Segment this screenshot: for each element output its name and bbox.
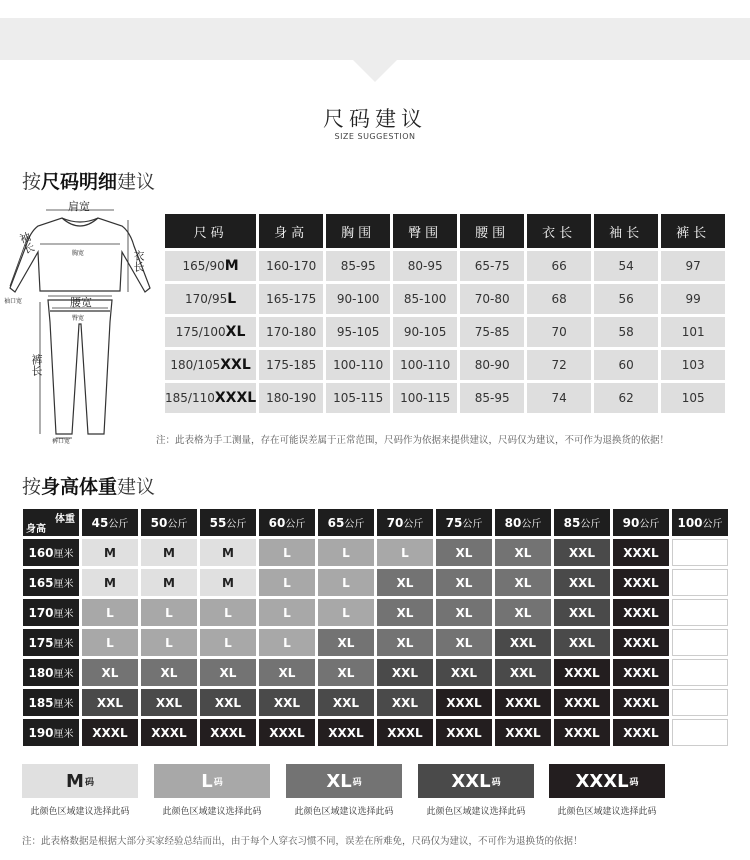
size-code-prefix: 175/100 — [175, 325, 226, 339]
corner-cell — [23, 509, 79, 536]
size-recommendation-cell: L — [318, 539, 374, 566]
size-recommendation-cell: L — [82, 599, 138, 626]
size-recommendation-cell: XXXL — [436, 689, 492, 716]
size-detail-table — [162, 211, 728, 416]
table-row — [23, 569, 728, 596]
height-header-cell — [23, 629, 79, 656]
weight-unit: 公斤 — [226, 519, 247, 530]
size-letter: M — [224, 258, 239, 274]
weight-header-cell — [613, 509, 669, 536]
size-letter: XXXL — [214, 390, 257, 406]
size-code-cell — [165, 383, 256, 413]
label-length: 衣长 — [132, 250, 145, 272]
height-value: 160 — [28, 546, 54, 560]
table-row — [23, 719, 728, 746]
label-sleeve: 袖长 — [16, 230, 37, 256]
table-header-row — [23, 509, 728, 536]
height-unit: 厘米 — [53, 639, 74, 650]
legend-size-suffix: 码 — [213, 777, 223, 788]
height-header-cell — [23, 569, 79, 596]
table-cell: 90-100 — [326, 284, 390, 314]
heading-suffix: 建议 — [117, 476, 156, 498]
table-cell: 100-115 — [393, 383, 457, 413]
size-recommendation-cell: L — [141, 599, 197, 626]
size-recommendation-cell: XXL — [200, 689, 256, 716]
table-cell: 180-190 — [259, 383, 323, 413]
size-recommendation-cell: XXL — [436, 659, 492, 686]
size-recommendation-cell: XXXL — [82, 719, 138, 746]
table-cell: 103 — [661, 350, 725, 380]
size-recommendation-cell: M — [200, 539, 256, 566]
weight-header-cell — [672, 509, 728, 536]
size-recommendation-cell — [672, 689, 728, 716]
legend-size: XXXL — [575, 770, 629, 792]
table-cell: 70 — [527, 317, 591, 347]
size-recommendation-cell: XXXL — [259, 719, 315, 746]
legend-size-suffix: 码 — [352, 777, 362, 788]
weight-header-cell — [554, 509, 610, 536]
heading-suffix: 建议 — [117, 171, 156, 193]
size-recommendation-cell: XXL — [318, 689, 374, 716]
legend-swatch — [418, 764, 534, 798]
table-cell: 97 — [661, 251, 725, 281]
weight-unit: 公斤 — [702, 519, 723, 530]
label-hem: 裤口宽 — [52, 438, 71, 445]
height-unit: 厘米 — [53, 579, 74, 590]
table-cell: 101 — [661, 317, 725, 347]
table-row — [23, 599, 728, 626]
legend-size-suffix: 码 — [629, 777, 639, 788]
footer-note: 注：此表格数据是根据大部分买家经验总结而出，由于每个人穿衣习惯不同，误差在所难免，尺码仅为建议，不可作为退换货的依据！ — [22, 836, 583, 847]
weight-value: 80 — [504, 516, 522, 530]
size-recommendation-cell: XL — [436, 539, 492, 566]
size-recommendation-cell: XL — [436, 599, 492, 626]
size-recommendation-cell: XL — [377, 569, 433, 596]
heading-bold: 尺码明细 — [41, 171, 118, 193]
weight-value: 70 — [386, 516, 404, 530]
size-recommendation-cell: XL — [495, 599, 551, 626]
label-cuff: 袖口宽 — [4, 298, 23, 305]
header-cell: 袖长 — [594, 214, 658, 248]
size-recommendation-cell: XXXL — [495, 689, 551, 716]
table-row — [165, 284, 725, 314]
height-unit: 厘米 — [53, 699, 74, 710]
size-recommendation-cell: L — [200, 599, 256, 626]
size-recommendation-cell: XXXL — [613, 629, 669, 656]
size-recommendation-cell: L — [141, 629, 197, 656]
weight-value: 55 — [209, 516, 227, 530]
legend-item — [549, 764, 665, 817]
legend-size: M — [66, 770, 84, 792]
table-cell: 62 — [594, 383, 658, 413]
size-recommendation-cell: XL — [436, 629, 492, 656]
size-code-prefix: 170/95 — [185, 292, 228, 306]
weight-header-cell — [495, 509, 551, 536]
table-cell: 56 — [594, 284, 658, 314]
table-cell: 175-185 — [259, 350, 323, 380]
size-recommendation-cell: XXXL — [377, 719, 433, 746]
table-cell: 68 — [527, 284, 591, 314]
size-recommendation-cell: L — [259, 599, 315, 626]
measurement-note: 注：此表格为手工测量，存在可能误差属于正常范围，尺码作为依据来提供建议，尺码仅为建议，不可作为退换货的依据！ — [156, 435, 670, 446]
corner-weight-label: 体重 — [55, 514, 75, 525]
table-row — [23, 629, 728, 656]
legend-item — [22, 764, 138, 817]
size-recommendation-cell: XXL — [554, 539, 610, 566]
size-recommendation-cell: L — [200, 629, 256, 656]
weight-value: 75 — [445, 516, 463, 530]
size-recommendation-cell: XXXL — [318, 719, 374, 746]
size-recommendation-cell: XXXL — [613, 569, 669, 596]
header-cell: 衣长 — [527, 214, 591, 248]
size-recommendation-cell — [672, 629, 728, 656]
table-cell: 80-90 — [460, 350, 524, 380]
size-code-cell — [165, 251, 256, 281]
banner-arrow — [353, 60, 397, 82]
weight-header-cell — [377, 509, 433, 536]
size-recommendation-cell: XXXL — [613, 689, 669, 716]
size-recommendation-cell: XXL — [377, 659, 433, 686]
table-cell: 105-115 — [326, 383, 390, 413]
size-recommendation-cell — [672, 659, 728, 686]
table-cell: 58 — [594, 317, 658, 347]
table-cell: 85-100 — [393, 284, 457, 314]
height-value: 170 — [28, 606, 54, 620]
table-cell: 170-180 — [259, 317, 323, 347]
table-cell: 70-80 — [460, 284, 524, 314]
table-cell: 90-105 — [393, 317, 457, 347]
weight-unit: 公斤 — [108, 519, 129, 530]
size-recommendation-cell: XXL — [495, 629, 551, 656]
size-recommendation-cell: M — [82, 539, 138, 566]
table-row — [23, 689, 728, 716]
size-recommendation-cell: M — [82, 569, 138, 596]
label-waist: 腰宽 — [70, 296, 92, 309]
size-code-cell — [165, 317, 256, 347]
weight-unit: 公斤 — [580, 519, 601, 530]
weight-unit: 公斤 — [167, 519, 188, 530]
label-shoulder: 肩宽 — [68, 200, 90, 213]
header-cell: 身高 — [259, 214, 323, 248]
table-row — [165, 350, 725, 380]
table-cell: 80-95 — [393, 251, 457, 281]
weight-value: 65 — [327, 516, 345, 530]
legend-caption: 此颜色区域建议选择此码 — [294, 807, 394, 817]
height-unit: 厘米 — [53, 729, 74, 740]
size-recommendation-cell: XL — [495, 569, 551, 596]
table-cell: 99 — [661, 284, 725, 314]
height-header-cell — [23, 599, 79, 626]
size-letter: L — [227, 291, 237, 307]
table-row — [165, 383, 725, 413]
size-recommendation-cell: XXL — [554, 569, 610, 596]
legend-caption: 此颜色区域建议选择此码 — [426, 807, 526, 817]
table-cell: 95-105 — [326, 317, 390, 347]
height-unit: 厘米 — [53, 669, 74, 680]
weight-value: 100 — [677, 516, 703, 530]
page-title: 尺码建议 — [323, 107, 427, 131]
size-recommendation-cell: XXL — [82, 689, 138, 716]
section-size-detail-heading — [22, 167, 155, 194]
table-cell: 100-110 — [326, 350, 390, 380]
size-recommendation-cell: XXXL — [613, 659, 669, 686]
table-cell: 74 — [527, 383, 591, 413]
header-cell: 胸围 — [326, 214, 390, 248]
size-recommendation-cell — [672, 599, 728, 626]
page-subtitle: SIZE SUGGESTION — [334, 132, 416, 141]
size-code-cell — [165, 350, 256, 380]
table-cell: 160-170 — [259, 251, 323, 281]
weight-value: 50 — [150, 516, 168, 530]
size-recommendation-cell: L — [259, 539, 315, 566]
size-recommendation-cell: XXL — [259, 689, 315, 716]
height-unit: 厘米 — [53, 549, 74, 560]
table-cell: 66 — [527, 251, 591, 281]
legend-item — [418, 764, 534, 817]
size-recommendation-cell: XXL — [141, 689, 197, 716]
height-header-cell — [23, 719, 79, 746]
table-cell: 72 — [527, 350, 591, 380]
weight-header-cell — [82, 509, 138, 536]
heading-bold: 身高体重 — [41, 476, 118, 498]
weight-unit: 公斤 — [285, 519, 306, 530]
heading-prefix: 按 — [22, 476, 42, 498]
table-row — [23, 659, 728, 686]
table-header-row — [165, 214, 725, 248]
table-cell: 100-110 — [393, 350, 457, 380]
table-row — [165, 251, 725, 281]
size-recommendation-cell: XL — [377, 599, 433, 626]
size-recommendation-cell: XL — [318, 659, 374, 686]
header-cell: 腰围 — [460, 214, 524, 248]
weight-unit: 公斤 — [344, 519, 365, 530]
table-cell: 60 — [594, 350, 658, 380]
size-recommendation-cell: XXXL — [613, 539, 669, 566]
size-code-prefix: 185/110 — [165, 391, 215, 405]
size-recommendation-cell: XL — [82, 659, 138, 686]
weight-header-cell — [318, 509, 374, 536]
height-header-cell — [23, 689, 79, 716]
weight-unit: 公斤 — [462, 519, 483, 530]
size-recommendation-cell: L — [318, 569, 374, 596]
legend-item — [154, 764, 270, 817]
size-recommendation-cell: XXL — [554, 599, 610, 626]
size-letter: XXL — [220, 357, 251, 373]
legend-caption: 此颜色区域建议选择此码 — [557, 807, 657, 817]
size-recommendation-cell: L — [82, 629, 138, 656]
size-recommendation-cell: XL — [318, 629, 374, 656]
height-value: 165 — [28, 576, 54, 590]
height-header-cell — [23, 659, 79, 686]
legend-item — [286, 764, 402, 817]
header-cell: 尺码 — [165, 214, 256, 248]
header-cell: 裤长 — [661, 214, 725, 248]
size-recommendation-cell — [672, 719, 728, 746]
legend-caption: 此颜色区域建议选择此码 — [30, 807, 130, 817]
legend-size: XXL — [451, 770, 491, 792]
size-recommendation-cell: XL — [141, 659, 197, 686]
heading-prefix: 按 — [22, 171, 42, 193]
height-value: 175 — [28, 636, 54, 650]
size-code-cell — [165, 284, 256, 314]
height-header-cell — [23, 539, 79, 566]
legend-swatch — [22, 764, 138, 798]
table-cell: 85-95 — [326, 251, 390, 281]
table-row — [23, 539, 728, 566]
size-recommendation-cell: XXXL — [554, 719, 610, 746]
table-cell: 65-75 — [460, 251, 524, 281]
size-recommendation-cell: XXXL — [554, 659, 610, 686]
legend-size-suffix: 码 — [84, 777, 94, 788]
label-hip: 臀宽 — [72, 315, 85, 322]
weight-value: 90 — [622, 516, 640, 530]
size-recommendation-cell: XXXL — [613, 599, 669, 626]
legend-caption: 此颜色区域建议选择此码 — [162, 807, 262, 817]
garment-diagram — [0, 196, 160, 446]
size-color-legend — [0, 764, 750, 824]
weight-unit: 公斤 — [403, 519, 424, 530]
legend-size: L — [201, 770, 213, 792]
size-recommendation-cell: M — [141, 569, 197, 596]
weight-header-cell — [436, 509, 492, 536]
size-recommendation-cell: M — [200, 569, 256, 596]
size-recommendation-cell: XXXL — [554, 689, 610, 716]
label-pants: 裤长 — [30, 354, 43, 376]
size-code-prefix: 180/105 — [170, 358, 221, 372]
size-recommendation-cell: XL — [436, 569, 492, 596]
size-recommendation-cell: XXL — [554, 629, 610, 656]
weight-unit: 公斤 — [521, 519, 542, 530]
header-cell: 臀围 — [393, 214, 457, 248]
weight-header-cell — [200, 509, 256, 536]
size-recommendation-cell: XXXL — [200, 719, 256, 746]
size-recommendation-cell: XL — [495, 539, 551, 566]
weight-unit: 公斤 — [639, 519, 660, 530]
size-recommendation-cell: L — [318, 599, 374, 626]
size-recommendation-cell — [672, 539, 728, 566]
size-recommendation-cell: XXXL — [141, 719, 197, 746]
label-chest: 胸宽 — [72, 250, 85, 257]
weight-header-cell — [259, 509, 315, 536]
corner-height-label: 身高 — [26, 524, 46, 535]
size-letter: XL — [225, 324, 246, 340]
weight-header-cell — [141, 509, 197, 536]
legend-swatch — [549, 764, 665, 798]
height-value: 180 — [28, 666, 54, 680]
size-recommendation-cell: XXXL — [495, 719, 551, 746]
size-code-prefix: 165/90 — [182, 259, 225, 273]
legend-size: XL — [326, 770, 352, 792]
size-recommendation-cell: L — [259, 629, 315, 656]
size-recommendation-cell: XXL — [377, 689, 433, 716]
legend-swatch — [286, 764, 402, 798]
size-recommendation-cell: XXXL — [613, 719, 669, 746]
table-row — [165, 317, 725, 347]
table-cell: 85-95 — [460, 383, 524, 413]
table-cell: 75-85 — [460, 317, 524, 347]
weight-value: 85 — [563, 516, 581, 530]
height-weight-table — [20, 506, 731, 749]
legend-swatch — [154, 764, 270, 798]
table-cell: 105 — [661, 383, 725, 413]
height-value: 190 — [28, 726, 54, 740]
legend-size-suffix: 码 — [491, 777, 501, 788]
size-recommendation-cell: L — [259, 569, 315, 596]
size-recommendation-cell: XL — [259, 659, 315, 686]
table-cell: 165-175 — [259, 284, 323, 314]
size-recommendation-cell: XL — [377, 629, 433, 656]
height-unit: 厘米 — [53, 609, 74, 620]
size-recommendation-cell: XXXL — [436, 719, 492, 746]
weight-value: 45 — [91, 516, 109, 530]
table-cell: 54 — [594, 251, 658, 281]
section-height-weight-heading — [22, 472, 155, 499]
weight-value: 60 — [268, 516, 286, 530]
size-recommendation-cell: XXL — [495, 659, 551, 686]
size-recommendation-cell: L — [377, 539, 433, 566]
size-recommendation-cell: M — [141, 539, 197, 566]
size-recommendation-cell — [672, 569, 728, 596]
size-recommendation-cell: XL — [200, 659, 256, 686]
top-banner — [0, 18, 750, 60]
height-value: 185 — [28, 696, 54, 710]
